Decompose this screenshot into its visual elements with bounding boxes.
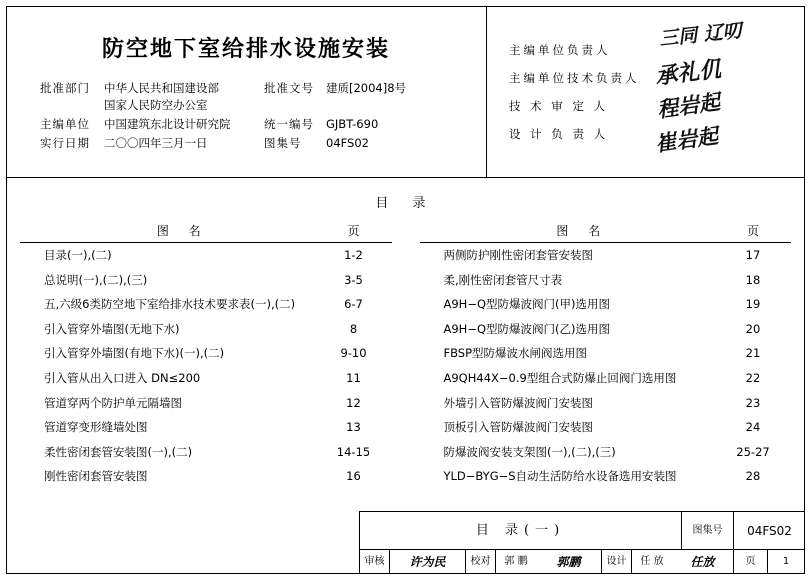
catalog-item-name: 总说明(一),(二),(三) (44, 272, 148, 287)
approval-doc-no-label: 批准文号 (264, 81, 314, 95)
proofread-handwriting: 郭鹏 (556, 555, 581, 569)
chief-editor-label: 主编单位 (40, 117, 90, 131)
effective-date-value: 二〇〇四年三月一日 (104, 136, 208, 150)
list-item[interactable] (420, 243, 792, 268)
catalog-item-name: 刚性密闭套管安装图 (44, 469, 148, 484)
column-header-name: 图 名 (556, 224, 609, 238)
page-number: 1 (782, 556, 790, 567)
header-block (6, 6, 805, 178)
proofread-label: 校对 (466, 550, 496, 574)
page-title: 防空地下室给排水设施安装 (101, 36, 390, 62)
catalog-item-page: 20 (745, 321, 761, 336)
review-signature (390, 550, 466, 574)
review-handwriting: 许为民 (409, 555, 446, 569)
signature-panel (487, 6, 805, 177)
catalog-item-page: 12 (346, 395, 361, 410)
list-item[interactable] (20, 292, 392, 317)
catalog-column-left (6, 222, 406, 511)
column-header-name: 图 名 (156, 224, 209, 238)
list-item[interactable] (20, 317, 392, 342)
catalog-item-name: 防爆波阀安装支架图(一),(二),(三) (443, 444, 616, 459)
list-item[interactable] (20, 243, 392, 268)
signature-label-list (509, 36, 640, 148)
list-item[interactable] (420, 391, 792, 416)
catalog-item-page: 28 (745, 469, 761, 484)
list-item[interactable] (420, 292, 792, 317)
list-item[interactable] (20, 268, 392, 293)
catalog-item-name: 引入管穿外墙图(有地下水)(一),(二) (44, 346, 225, 361)
list-item[interactable] (420, 440, 792, 465)
signature-label: 主编单位技术负责人 (509, 71, 640, 85)
catalog-item-page: 8 (349, 321, 358, 336)
catalog-rows-right (420, 243, 792, 489)
proofread-name: 郭 鹏 (504, 556, 528, 567)
table-row (40, 80, 460, 114)
catalog-item-name: 管道穿两个防护单元隔墙图 (44, 395, 182, 410)
catalog-item-page: 23 (745, 395, 761, 410)
catalog-item-name: A9H−Q型防爆波阀门(甲)选用图 (443, 297, 610, 312)
list-item[interactable] (20, 366, 392, 391)
catalog-item-name: 引入管从出入口进入 DN≤200 (44, 370, 201, 385)
approval-doc-no-value: 建质[2004]8号 (326, 81, 407, 95)
proofread-signature (536, 550, 602, 574)
atlas-no-value: 04FS02 (326, 136, 369, 150)
approval-dept-value (104, 80, 264, 114)
signature-label: 设 计 负 责 人 (509, 127, 609, 141)
column-header-page: 页 (347, 224, 360, 238)
footer-sheet-title: 目 录(一) (360, 512, 682, 549)
metadata-table (40, 80, 460, 154)
catalog-item-name: 管道穿变形缝墙处图 (44, 420, 148, 435)
catalog-item-page: 16 (346, 469, 361, 484)
catalog-item-name: FBSP型防爆波水闸阀选用图 (443, 346, 588, 361)
footer-atlas-label: 图集号 (682, 512, 734, 549)
catalog-item-name: 外墙引入管防爆波阀门安装图 (443, 395, 593, 410)
catalog-item-name: 五,六级6类防空地下室给排水技术要求表(一),(二) (44, 297, 296, 312)
unified-no-value: GJBT-690 (326, 117, 379, 131)
list-item[interactable] (420, 464, 792, 489)
signature-handwriting: 三同 辽叨 (658, 19, 743, 51)
catalog-item-page: 11 (346, 370, 361, 385)
catalog-item-name: 顶板引入管防爆波阀门安装图 (443, 420, 593, 435)
list-item[interactable] (20, 341, 392, 366)
catalog-item-page: 22 (745, 370, 761, 385)
catalog-item-page: 25-27 (736, 444, 770, 459)
catalog-item-page: 6-7 (344, 297, 363, 312)
table-row (40, 135, 460, 152)
approval-dept-label: 批准部门 (40, 81, 90, 95)
chief-editor-value: 中国建筑东北设计研究院 (104, 117, 231, 131)
catalog-item-page: 1-2 (344, 248, 363, 262)
catalog-item-page: 17 (745, 248, 761, 262)
list-item[interactable] (420, 268, 792, 293)
signature-label: 主编单位负责人 (509, 43, 611, 57)
footer-title-block (359, 511, 805, 574)
header-left-panel (6, 6, 487, 177)
catalog-item-page: 14-15 (336, 444, 371, 459)
catalog-column-right (406, 222, 806, 511)
designer-handwriting: 任放 (690, 555, 715, 569)
signature-handwriting: 崔岩起 (653, 122, 720, 157)
designer-signature (672, 550, 734, 574)
list-item[interactable] (420, 317, 792, 342)
column-header-page: 页 (746, 224, 759, 238)
catalog-heading: 目 录 (375, 196, 436, 211)
list-item[interactable] (20, 391, 392, 416)
list-item[interactable] (20, 440, 392, 465)
designer-name: 任 放 (640, 556, 664, 567)
footer-atlas-value: 04FS02 (747, 524, 792, 538)
catalog-item-name: 目录(一),(二) (44, 248, 112, 262)
catalog-item-name: A9QH44X−0.9型组合式防爆止回阀门选用图 (443, 370, 677, 385)
catalog-item-name: 引入管穿外墙图(无地下水) (44, 321, 180, 336)
catalog-columns (6, 222, 805, 511)
list-item[interactable] (20, 415, 392, 440)
catalog-item-name: YLD−BYG−S自动生活防给水设备选用安装图 (443, 469, 677, 484)
signature-handwriting: 程岩起 (655, 88, 722, 123)
catalog-item-page: 19 (745, 297, 761, 312)
list-item[interactable] (420, 366, 792, 391)
atlas-no-label: 图集号 (264, 136, 302, 150)
unified-no-label: 统一编号 (264, 117, 314, 131)
signature-label: 技 术 审 定 人 (509, 99, 609, 113)
review-label: 审核 (360, 550, 390, 574)
catalog-item-page: 18 (745, 272, 761, 287)
table-row (40, 116, 460, 133)
effective-date-label: 实行日期 (40, 136, 90, 150)
footer-top-row (360, 512, 805, 550)
list-item[interactable] (20, 464, 392, 489)
catalog-item-page: 24 (745, 420, 761, 435)
signature-handwriting: 承礼仉 (653, 56, 723, 90)
catalog-rows-left (20, 243, 392, 489)
catalog-column-header (20, 222, 392, 243)
catalog-item-name: 柔性密闭套管安装图(一),(二) (44, 444, 193, 459)
approval-dept-value-line1: 中华人民共和国建设部 (104, 81, 219, 95)
catalog-item-page: 13 (346, 420, 361, 435)
list-item[interactable] (420, 415, 792, 440)
list-item[interactable] (420, 341, 792, 366)
catalog-section (6, 178, 805, 511)
page-label: 页 (734, 550, 768, 574)
footer-bottom-row (360, 550, 805, 574)
catalog-item-name: 两侧防护刚性密闭套管安装图 (443, 248, 593, 262)
approval-dept-value-line2: 国家人民防空办公室 (104, 98, 208, 112)
catalog-item-page: 21 (745, 346, 761, 361)
catalog-column-header (420, 222, 792, 243)
catalog-item-name: 柔,刚性密闭套管尺寸表 (443, 272, 563, 287)
designer-label: 设计 (602, 550, 632, 574)
catalog-item-page: 9-10 (340, 346, 367, 361)
catalog-item-name: A9H−Q型防爆波阀门(乙)选用图 (443, 321, 610, 336)
catalog-item-page: 3-5 (344, 272, 363, 287)
